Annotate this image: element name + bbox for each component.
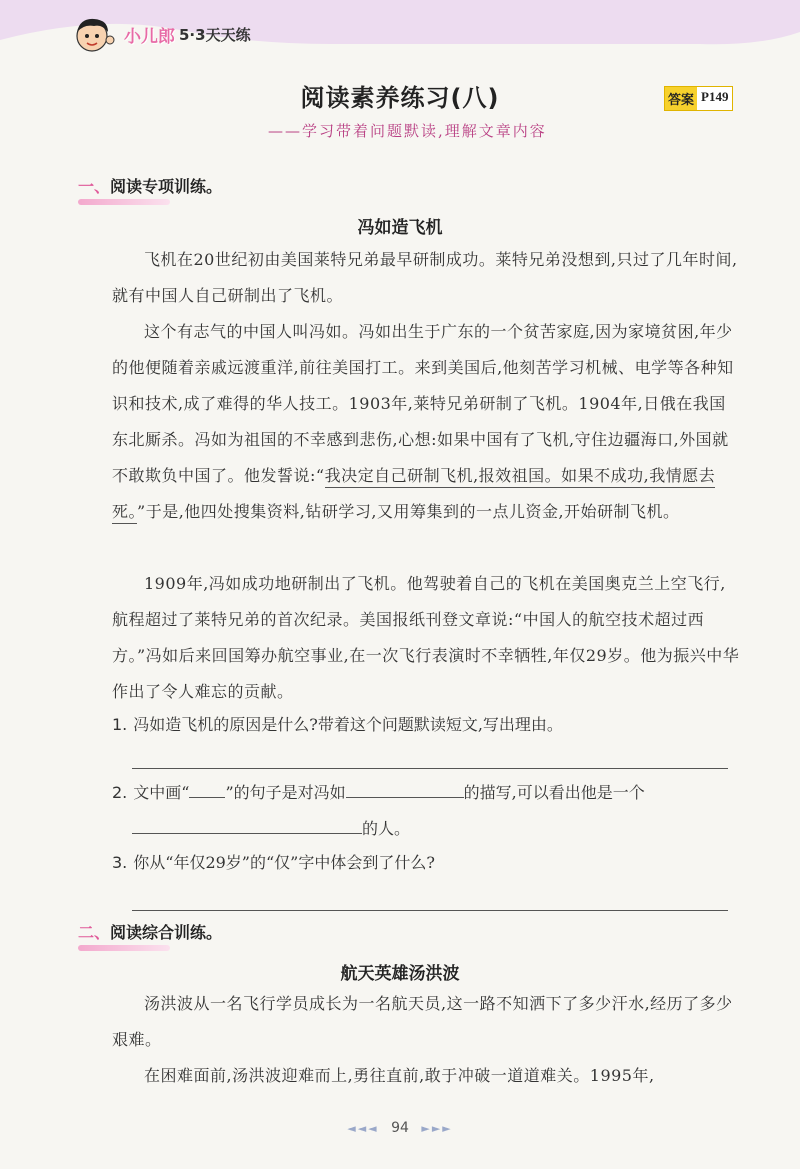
underlined-sentence: 我决定自己研制飞机,报效祖国。如果不成功,我情愿去死。 xyxy=(112,466,715,524)
story-2-paragraph-1: 汤洪波从一名飞行学员成长为一名航天员,这一路不知洒下了多少汗水,经历了多少艰难。 xyxy=(112,994,733,1049)
answer-line-3[interactable] xyxy=(132,910,728,911)
section-1-title: 阅读专项训练。 xyxy=(110,177,223,196)
question-3-number: 3. xyxy=(112,853,128,872)
question-2 xyxy=(112,780,645,803)
section-1-number: 一、 xyxy=(78,177,111,196)
question-3 xyxy=(112,850,435,873)
story-1-title: 冯如造飞机 xyxy=(357,218,443,238)
section-2-swoosh xyxy=(78,945,170,951)
section-2-number: 二、 xyxy=(78,923,111,942)
left-arrows-icon: ◄◄◄ xyxy=(347,1122,379,1135)
section-2-heading xyxy=(78,920,222,951)
mascot-icon xyxy=(72,14,116,54)
story-1-paragraph-3: 1909年,冯如成功地研制出了飞机。他驾驶着自己的飞机在美国奥克兰上空飞行,航程超过了莱特兄弟的首次纪录。美国报纸刊登文章说:“中国人的航空技术超过西方。”冯如后来回国筹办航空事业,在一次飞行表演时不幸牺牲,年仅29岁。他为振兴中华作出了令人难忘的贡献。 xyxy=(112,574,740,701)
question-2-cont xyxy=(132,816,410,839)
section-2-title: 阅读综合训练。 xyxy=(110,923,223,942)
story-2-paragraph-2: 在困难面前,汤洪波迎难而上,勇往直前,敢于冲破一道道难关。1995年, xyxy=(144,1066,655,1085)
question-1 xyxy=(112,712,563,735)
answer-line-1[interactable] xyxy=(132,768,728,769)
answer-page: P149 xyxy=(701,89,729,104)
question-2-text-b: ”的句子是对冯如 xyxy=(225,783,346,802)
question-2-text-a: 文中画“ xyxy=(133,783,190,802)
question-3-text: 你从“年仅29岁”的“仅”字中体会到了什么? xyxy=(133,853,435,872)
story-1-paragraph-2-text-a: 这个有志气的中国人叫冯如。冯如出生于广东的一个贫苦家庭,因为家境贫困,年少的他便随着亲戚远渡重洋,前往美国打工。来到美国后,他刻苦学习机械、电学等各种知识和技术,成了难得的华人技工。1903年,莱特兄弟研制了飞机。1904年,日俄在我国东北厮杀。冯如为祖国的不幸感到悲伤,心想:如果中国有了飞机,守住边疆海口,外国就不敢欺负中国了。他发誓说:“ xyxy=(112,322,734,485)
question-2-number: 2. xyxy=(112,783,128,802)
page-title: 阅读素养练习(八) xyxy=(300,84,500,112)
page-subtitle: ——学习带着问题默读,理解文章内容 xyxy=(268,122,547,140)
answer-blank-2b[interactable] xyxy=(132,819,362,834)
question-1-text: 冯如造飞机的原因是什么?带着这个问题默读短文,写出理由。 xyxy=(133,715,563,734)
answer-blank-2a[interactable] xyxy=(346,783,464,798)
brand-subtitle: 5·3天天练 xyxy=(179,25,251,44)
section-1-heading xyxy=(78,174,222,205)
right-arrows-icon: ►►► xyxy=(421,1122,453,1135)
section-1-swoosh xyxy=(78,199,170,205)
answer-tag xyxy=(664,86,733,111)
story-1-paragraph-2-text-b: ”于是,他四处搜集资料,钻研学习,又用筹集到的一点儿资金,开始研制飞机。 xyxy=(137,502,680,521)
page-footer xyxy=(0,1120,800,1136)
underline-sample xyxy=(189,783,225,798)
question-2-text-c: 的描写,可以看出他是一个 xyxy=(463,783,645,802)
brand xyxy=(72,14,251,54)
story-1-paragraph-1: 飞机在20世纪初由美国莱特兄弟最早研制成功。莱特兄弟没想到,只过了几年时间,就有中国人自己研制出了飞机。 xyxy=(112,250,738,305)
page-number: 94 xyxy=(391,1120,409,1136)
question-2-text-d: 的人。 xyxy=(362,819,411,838)
brand-name: 小儿郎 xyxy=(124,26,175,47)
story-2-title: 航天英雄汤洪波 xyxy=(340,964,460,984)
answer-label: 答案 xyxy=(665,87,697,110)
question-1-number: 1. xyxy=(112,715,128,734)
story-1-paragraph-2 xyxy=(112,314,740,530)
